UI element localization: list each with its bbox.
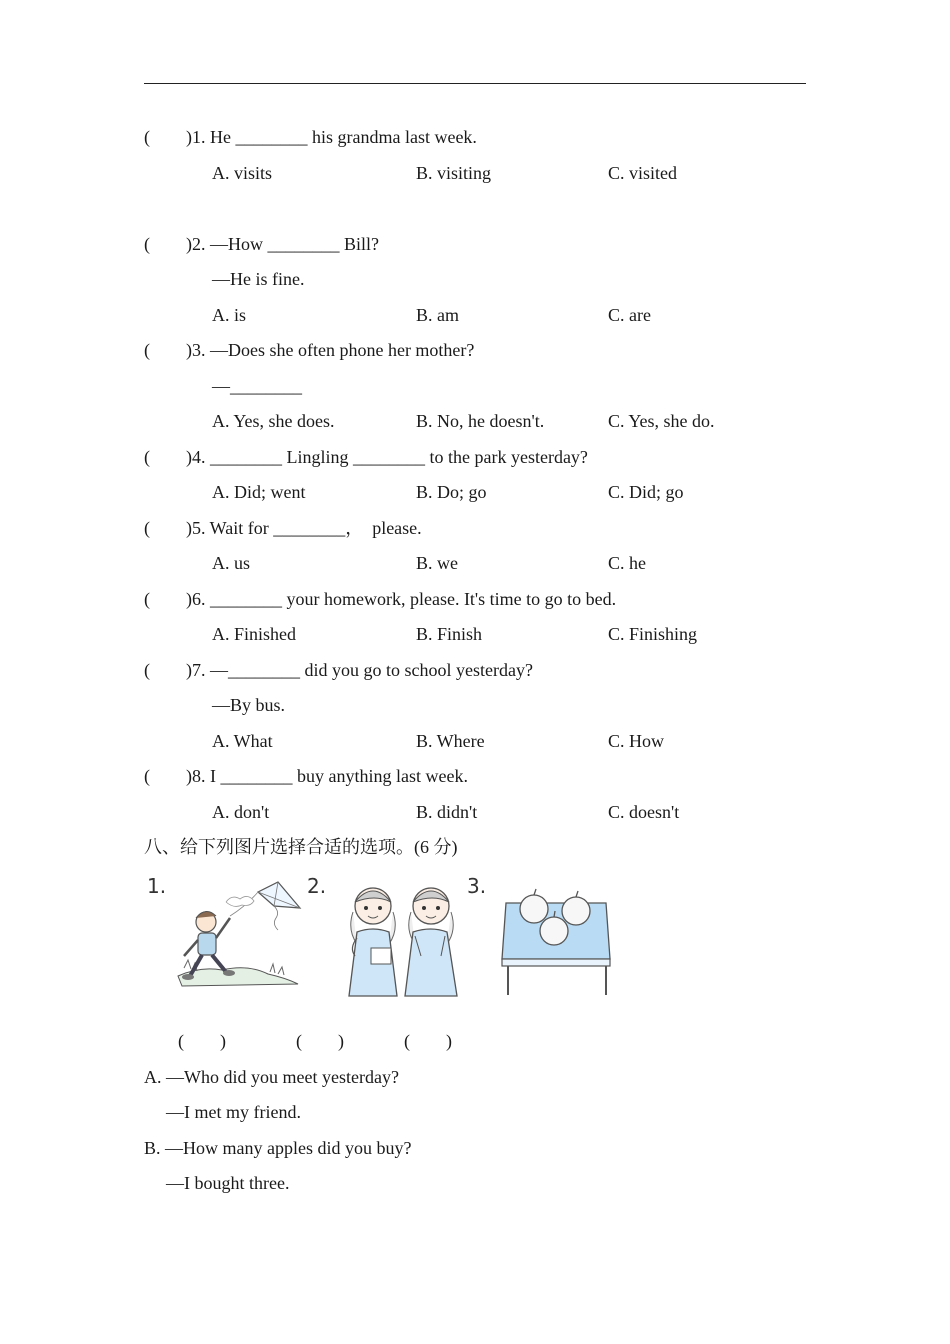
question-3-stem: ( )3. —Does she often phone her mother?	[144, 340, 475, 360]
question-2-option-c: C. are	[608, 305, 651, 325]
question-1-option-a: A. visits	[212, 163, 273, 183]
picture-3-number: 3.	[467, 874, 487, 898]
question-4-stem: ( )4. ________ Lingling ________ to the park yesterday?	[144, 447, 588, 467]
section-8-title: 八、给下列图片选择合适的选项。(6 分)	[144, 837, 458, 857]
option-a-question: A. —Who did you meet yesterday?	[144, 1067, 399, 1087]
question-8-option-a: A. don't	[212, 802, 270, 822]
option-a-answer: —I met my friend.	[166, 1102, 301, 1122]
question-3-option-a: A. Yes, she does.	[212, 411, 335, 431]
picture-3-answer-blank[interactable]: ( )	[404, 1031, 452, 1051]
question-2-stem: ( )2. —How ________ Bill?	[144, 234, 379, 254]
question-4-option-c: C. Did; go	[608, 482, 684, 502]
picture-2-answer-blank[interactable]: ( )	[296, 1031, 344, 1051]
apples-on-table-picture	[500, 885, 615, 997]
question-3-option-b: B. No, he doesn't.	[416, 411, 545, 431]
question-5-stem: ( )5. Wait for ________， please.	[144, 518, 422, 538]
question-2-answer-line: —He is fine.	[212, 269, 305, 289]
question-3-option-c: C. Yes, she do.	[608, 411, 715, 431]
question-6-option-c: C. Finishing	[608, 624, 698, 644]
question-7-option-c: C. How	[608, 731, 665, 751]
question-1-option-c: C. visited	[608, 163, 678, 183]
picture-2-number: 2.	[307, 874, 327, 898]
question-1-option-b: B. visiting	[416, 163, 492, 183]
boy-flying-kite-picture	[170, 878, 305, 996]
question-5-option-a: A. us	[212, 553, 251, 573]
header-rule	[144, 83, 806, 84]
question-7-option-b: B. Where	[416, 731, 485, 751]
question-6-option-b: B. Finish	[416, 624, 483, 644]
option-b-question: B. —How many apples did you buy?	[144, 1138, 412, 1158]
question-8-stem: ( )8. I ________ buy anything last week.	[144, 766, 468, 786]
question-8-option-c: C. doesn't	[608, 802, 680, 822]
question-5-option-c: C. he	[608, 553, 646, 573]
question-3-answer-line: —________	[212, 376, 302, 396]
question-4-option-b: B. Do; go	[416, 482, 487, 502]
two-girls-meeting-picture	[335, 880, 465, 998]
question-6-option-a: A. Finished	[212, 624, 297, 644]
question-6-stem: ( )6. ________ your homework, please. It's time to go to bed.	[144, 589, 617, 609]
picture-1-number: 1.	[147, 874, 167, 898]
question-4-option-a: A. Did; went	[212, 482, 306, 502]
question-8-option-b: B. didn't	[416, 802, 478, 822]
question-5-option-b: B. we	[416, 553, 458, 573]
question-7-stem: ( )7. —________ did you go to school yesterday?	[144, 660, 533, 680]
picture-1-answer-blank[interactable]: ( )	[178, 1031, 226, 1051]
question-7-option-a: A. What	[212, 731, 273, 751]
question-2-option-b: B. am	[416, 305, 459, 325]
option-b-answer: —I bought three.	[166, 1173, 290, 1193]
question-2-option-a: A. is	[212, 305, 247, 325]
question-7-answer-line: —By bus.	[212, 695, 286, 715]
question-1-stem: ( )1. He ________ his grandma last week.	[144, 127, 477, 147]
